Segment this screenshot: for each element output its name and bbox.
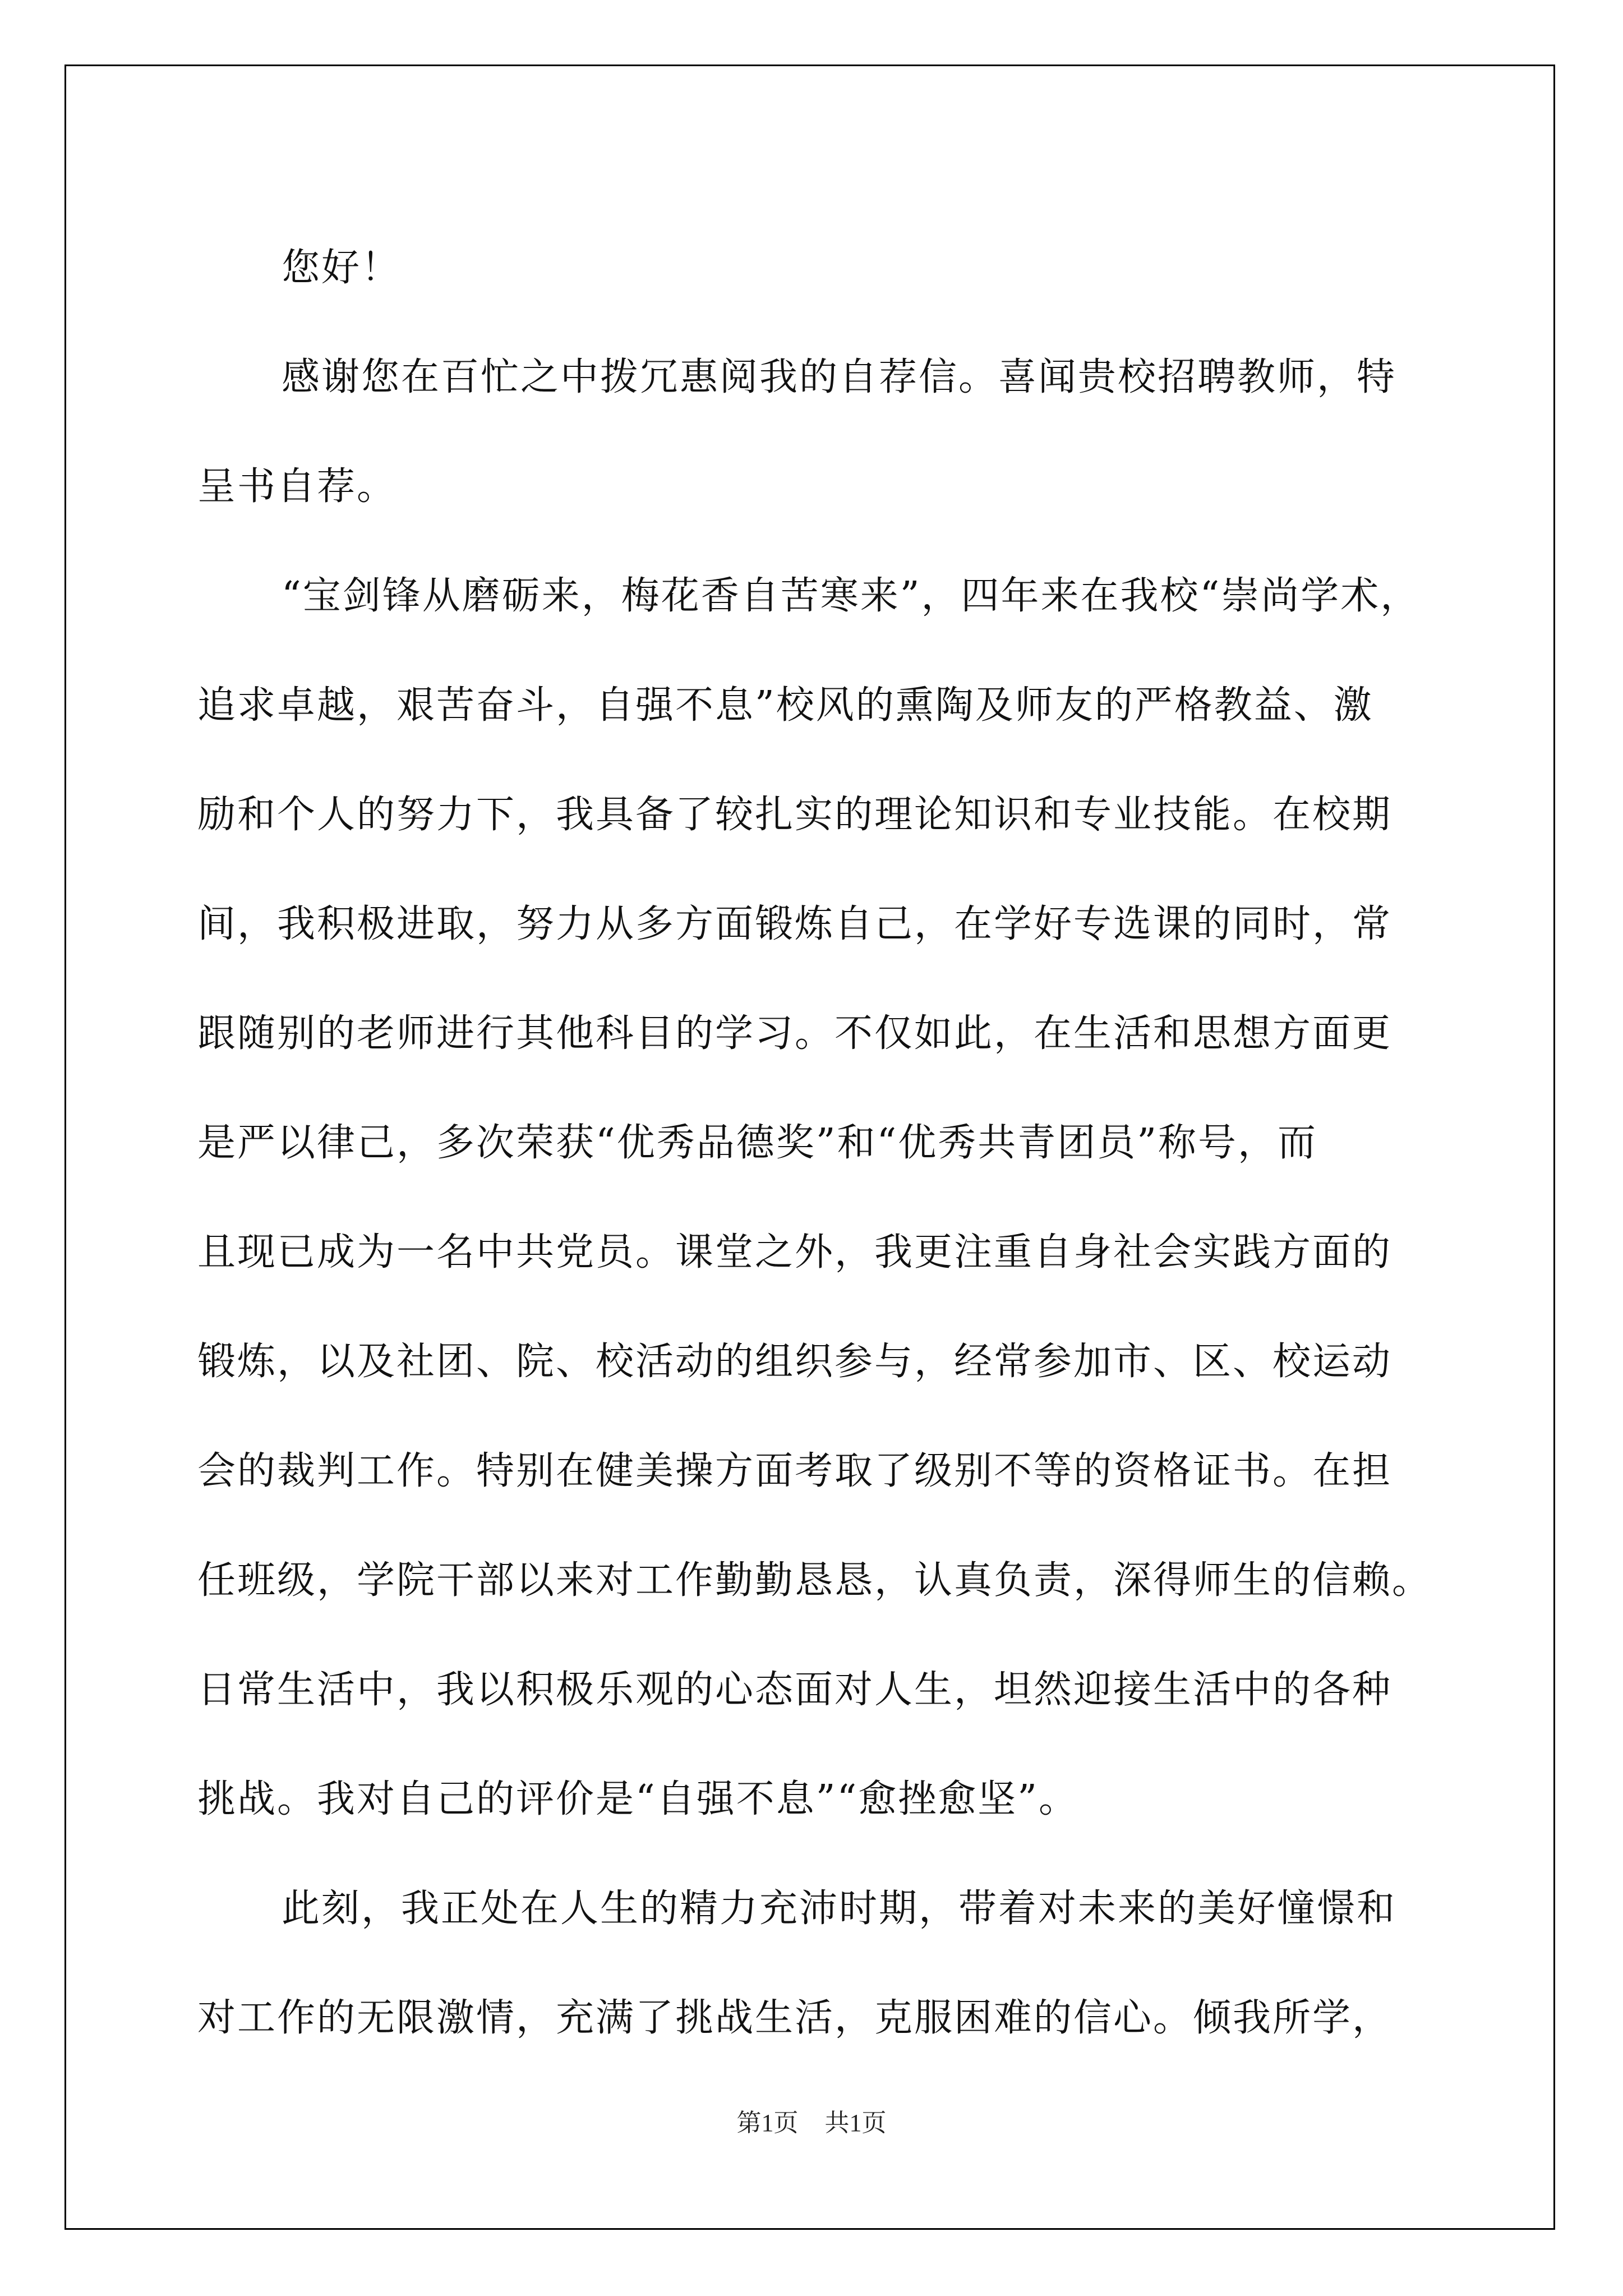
text-line: 日常生活中，我以积极乐观的心态面对人生，坦然迎接生活中的各种 [197, 1668, 1393, 1712]
text-line: 此刻，我正处在人生的精力充沛时期，带着对未来的美好憧憬和 [282, 1887, 1397, 1931]
text-line: 间，我积极进取，努力从多方面锻炼自己，在学好专选课的同时，常 [197, 902, 1393, 946]
text-line: “宝剑锋从磨砺来，梅花香自苦寒来”，四年来在我校“崇尚学术， [282, 574, 1421, 618]
page-footer [0, 2102, 1623, 2138]
text-line: 且现已成为一名中共党员。课堂之外，我更注重自身社会实践方面的 [197, 1230, 1393, 1274]
page-number: 第1页 [736, 2109, 799, 2137]
greeting: 您好！ [282, 246, 402, 290]
text-line: 是严以律己，多次荣获“优秀品德奖”和“优秀共青团员”称号，而 [197, 1121, 1318, 1165]
text-line: 呈书自荐。 [197, 464, 397, 509]
text-line: 对工作的无限激情，充满了挑战生活，克服困难的信心。倾我所学， [197, 1996, 1393, 2040]
letter-body [197, 213, 1465, 2073]
page-total: 共1页 [824, 2109, 887, 2137]
text-line: 感谢您在百忙之中拨冗惠阅我的自荐信。喜闻贵校招聘教师，特 [282, 355, 1397, 399]
paragraph-lines [197, 323, 1465, 2073]
text-line: 励和个人的努力下，我具备了较扎实的理论知识和专业技能。在校期 [197, 793, 1393, 837]
text-line: 会的裁判工作。特别在健美操方面考取了级别不等的资格证书。在担 [197, 1449, 1393, 1493]
text-line: 挑战。我对自己的评价是“自强不息”“愈挫愈坚”。 [197, 1777, 1079, 1821]
text-line: 追求卓越，艰苦奋斗，自强不息”校风的熏陶及师友的严格教益、激 [197, 683, 1373, 728]
text-line: 锻炼，以及社团、院、校活动的组织参与，经常参加市、区、校运动 [197, 1340, 1393, 1384]
text-line: 跟随别的老师进行其他科目的学习。不仅如此，在生活和思想方面更 [197, 1011, 1393, 1056]
text-line: 任班级，学院干部以来对工作勤勤恳恳，认真负责，深得师生的信赖。 [197, 1558, 1432, 1603]
